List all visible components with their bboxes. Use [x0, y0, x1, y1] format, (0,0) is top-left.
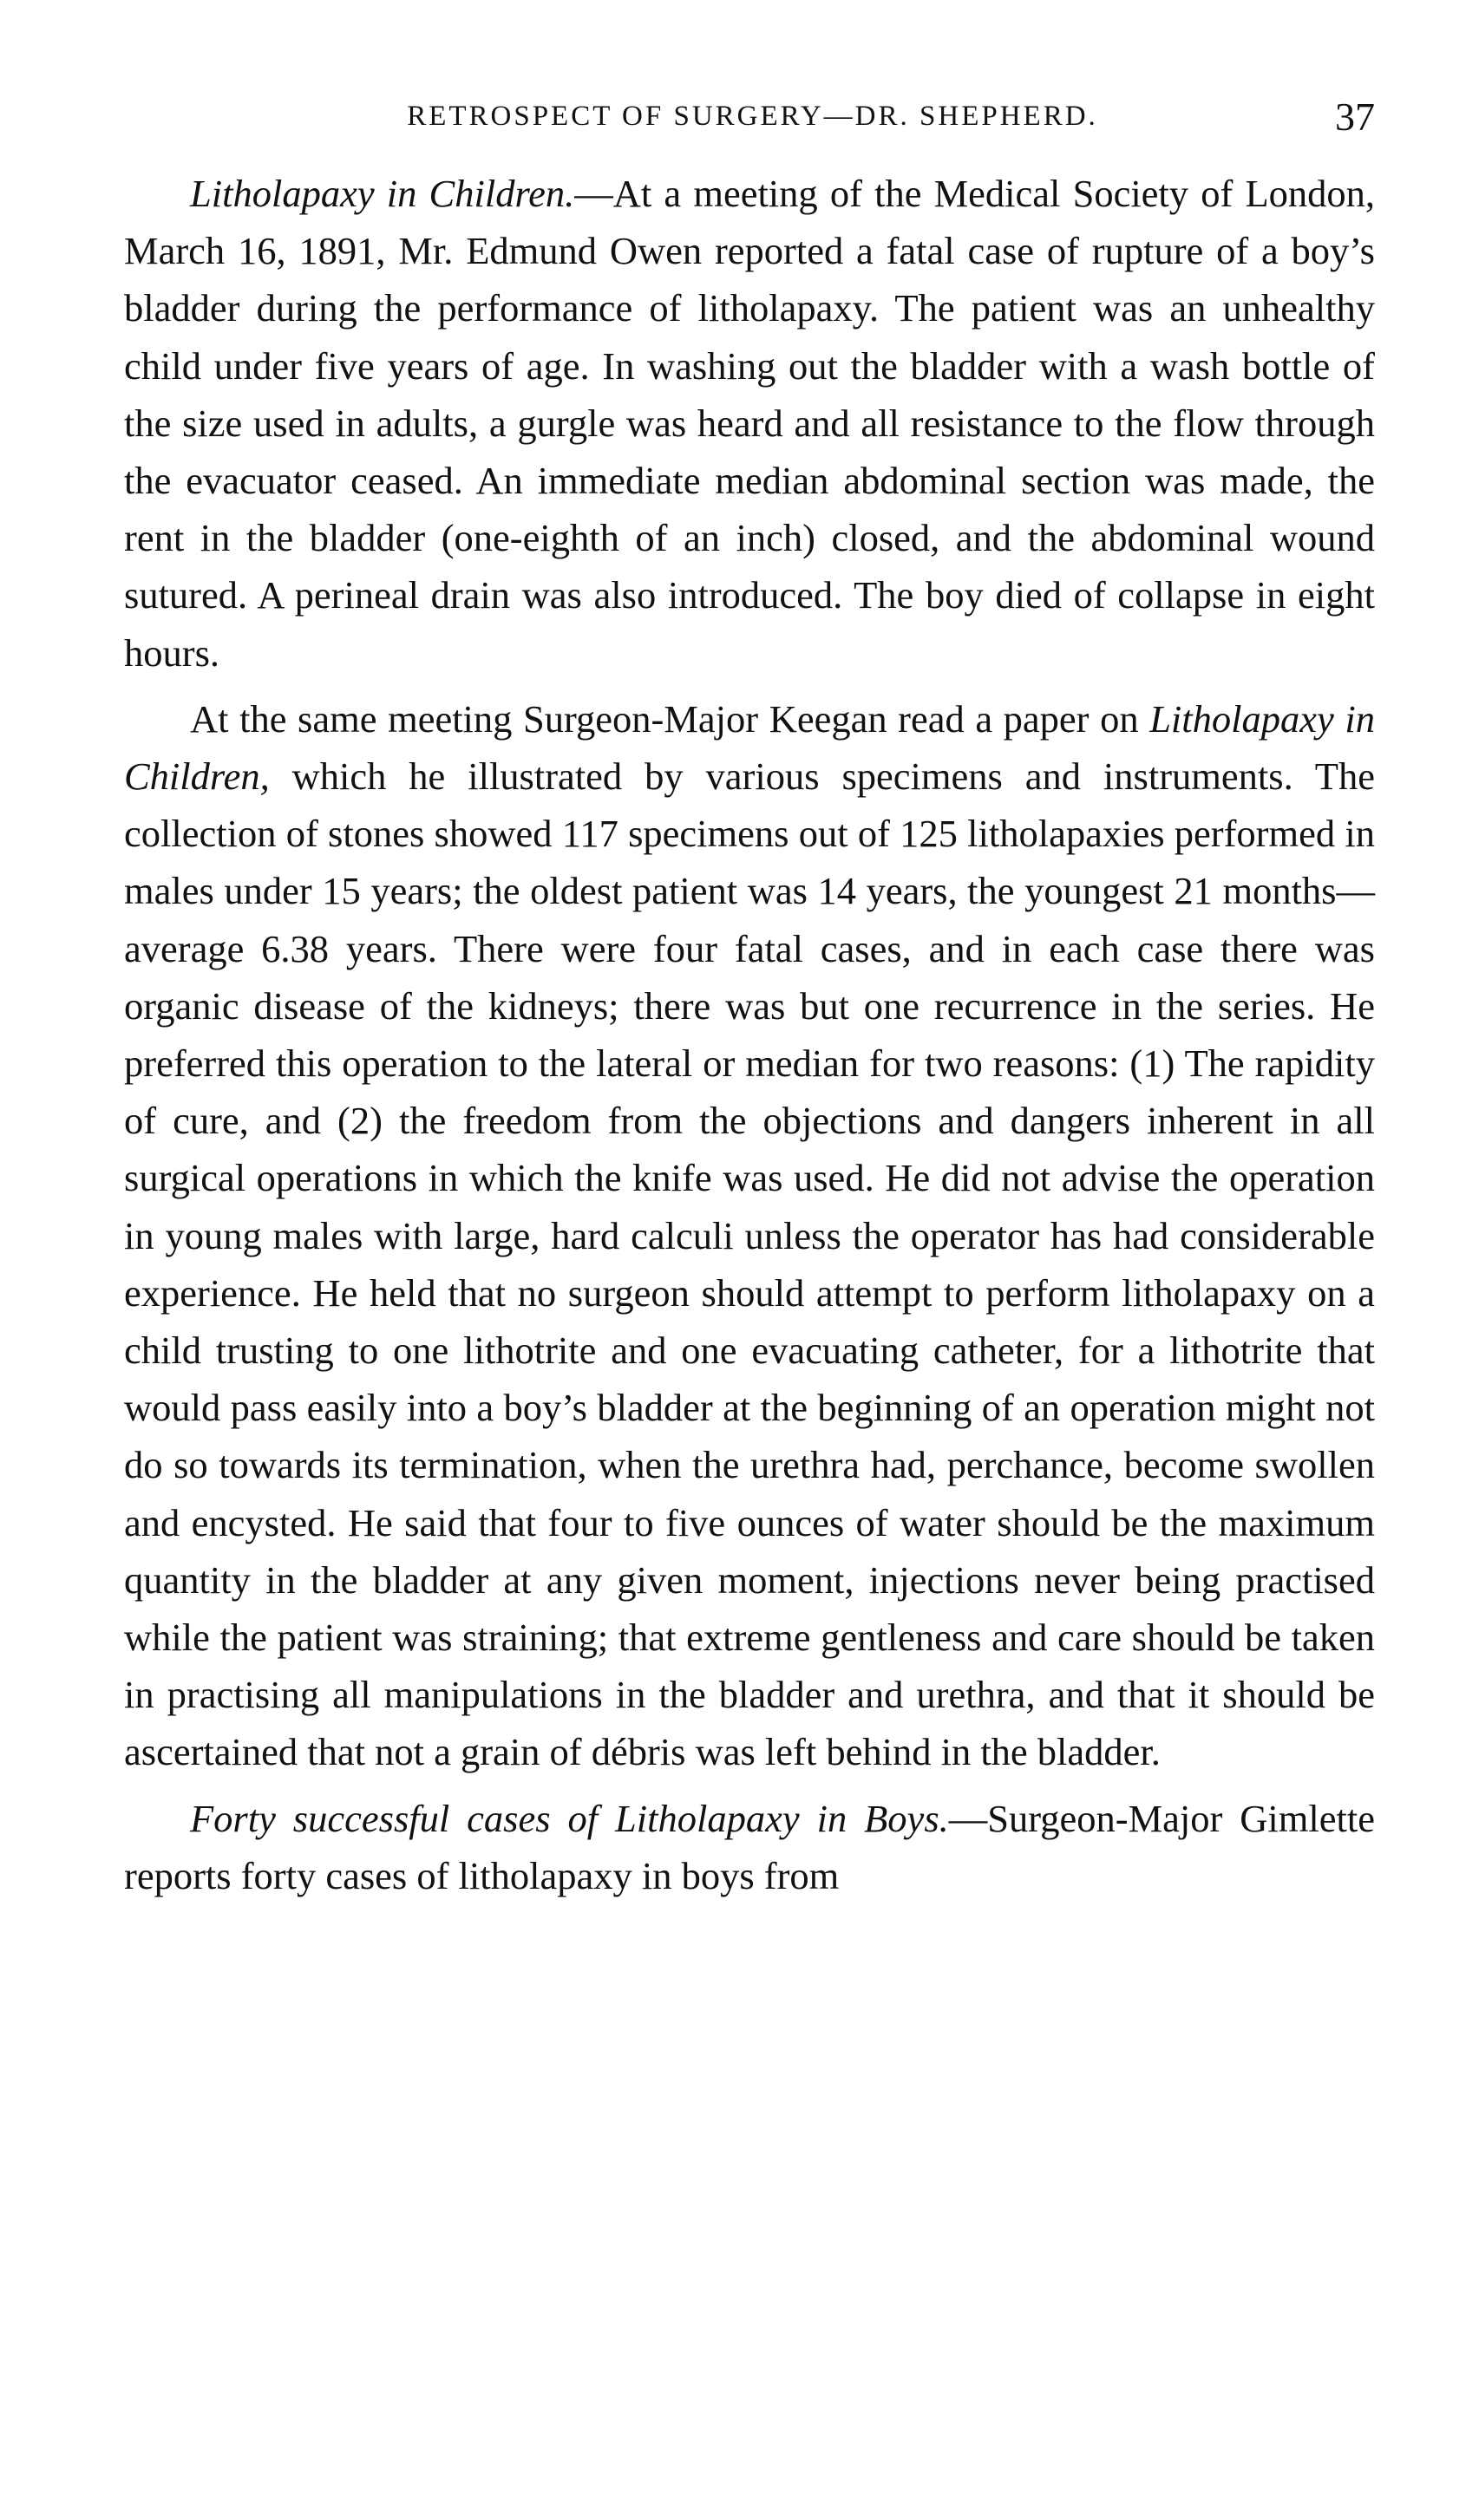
paragraph-keegan-paper — [124, 690, 1375, 1781]
section-title: Litholapaxy in Children. — [190, 172, 575, 215]
paragraph-litholapaxy-children — [124, 165, 1375, 682]
paragraph-forty-cases — [124, 1790, 1375, 1904]
running-head — [130, 94, 1375, 146]
paragraph-text-intro: At the same meeting Surgeon-Major Keegan read a paper on — [190, 696, 1150, 741]
page-number: 37 — [1335, 95, 1375, 139]
running-title: RETROSPECT OF SURGERY—DR. SHEPHERD. — [407, 101, 1098, 132]
section-title: Forty successful cases of Litholapaxy in Boys. — [190, 1796, 949, 1840]
paragraph-text: which he illustrated by various specimens and instruments. The collection of stones showed 117 specimens out of 125 litholapaxies performed in males under 15 years; the oldest patient was 14 years, the youngest 21 months—average 6.38 years. There were four fatal cases, and in each case there was organic disease of the kidneys; there was but one recurrence in the series. He preferred this operation to the lateral or median for two reasons: (1) The rapidity of cure, and (2) the freedom from the objections and dangers inherent in all surgical operations in which the knife was used. He did not advise the operation in young males with large, hard calculi unless the operator has had considerable experience. He held that no surgeon should attempt to perform litholapaxy on a child trusting to one lithotrite and one evacuating catheter, for a lithotrite that would pass easily into a boy’s bladder at the beginning of an operation might not do so towards its termination, when the urethra had, perchance, become swollen and encysted. He said that four to five ounces of water should be the maximum quantity in the bladder at any given moment, injections never being practised while the patient was straining; that extreme gentleness and care should be taken in practising all manipulations in the bladder and urethra, and that it should be ascertained that not a grain of débris was left behind in the bladder. — [124, 754, 1375, 1774]
paragraph-text: —Surgeon-Major Gimlette reports forty cases of litholapaxy in boys from — [124, 1796, 1375, 1897]
paragraph-text: —At a meeting of the Medical Society of London, March 16, 1891, Mr. Edmund Owen reported a fatal case of rupture of a boy’s bladder during the performance of litholapaxy. The patient was an unhealthy child under five years of age. In washing out the bladder with a wash bottle of the size used in adults, a gurgle was heard and all resistance to the flow through the evacuator ceased. An immediate median abdominal section was made, the rent in the bladder (one-eighth of an inch) closed, and the abdominal wound sutured. A perineal drain was also introduced. The boy died of collapse in eight hours. — [124, 172, 1376, 675]
body-text — [124, 165, 1375, 1904]
paper-title: Litholapaxy in Children, — [124, 696, 1375, 799]
